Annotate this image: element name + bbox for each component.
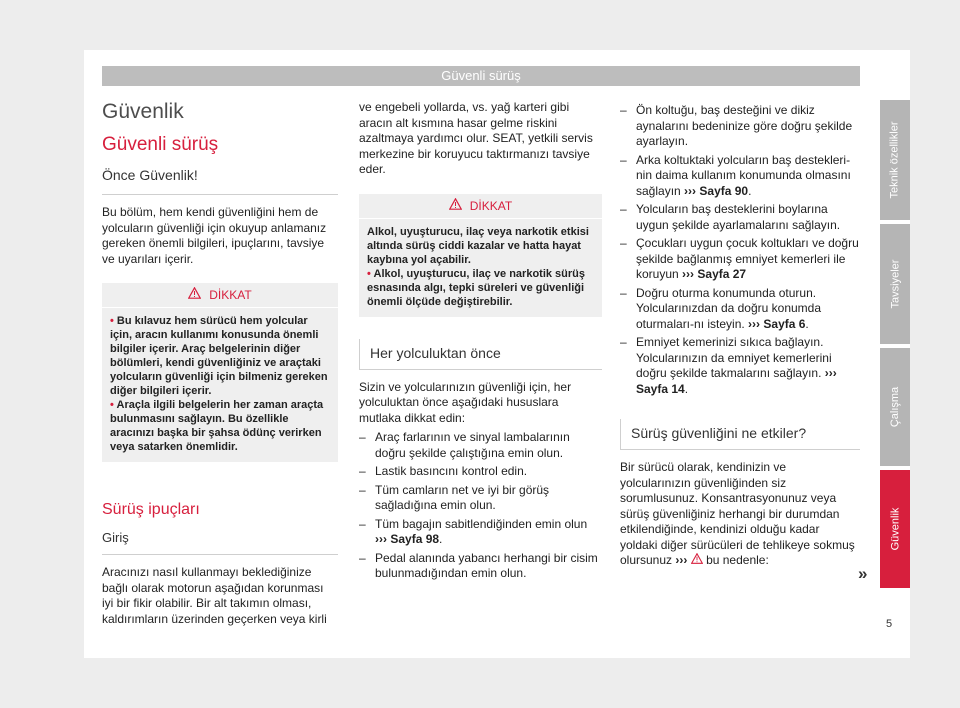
tab-tavsiyeler[interactable]: Tavsiyeler — [880, 224, 910, 344]
tab-calisma[interactable]: Çalışma — [880, 348, 910, 466]
tips-paragraph: Aracınızı nasıl kullanmayı beklediğinize bağlı olarak motorun aşağıdan korunması iyi bir fikir olabilir. Bir alt takımın olması, kaldırımların üzerinden geçerken veya kirli — [102, 565, 327, 626]
warning-triangle-icon — [449, 198, 462, 214]
chapter-tabs — [880, 100, 910, 592]
list-item: – Ön koltuğu, baş desteğini ve dikiz aynalarını bedeninize göre doğru şekilde ayarlayın. — [620, 103, 860, 150]
checklist-continued — [620, 103, 860, 397]
warning-box — [102, 283, 338, 462]
checklist — [359, 430, 602, 582]
page-reference-link[interactable]: ››› Sayfa 27 — [682, 267, 747, 281]
list-item: – Yolcuların baş desteklerini boylarına uygun şekilde ayarlamalarını sağlayın. — [620, 202, 860, 233]
warning-body — [102, 308, 338, 462]
warning-item: Alkol, uyuşturucu, ilaç veya narkotik etkisi altında sürüş ciddi kazalar ve hatta hayat kaybına yol açabilir. — [367, 225, 589, 266]
warning-item: • Araçla ilgili belgelerin her zaman araçta bulunmasını sağlayın. Bu özellikle aracınızı başka bir şahsa ödünç verirken veya satarken önemlidir. — [110, 399, 324, 453]
page-reference-link[interactable]: ››› Sayfa 98 — [375, 532, 440, 546]
paragraph-continued: ve engebeli yollarda, vs. yağ karteri gibi aracın alt kısmına hasar gelme riskini azaltmaya yardımcı olur. SEAT, yetkili servis merkezine bir koruyucu taktırmanızı tavsiye eder. — [359, 100, 593, 176]
page-reference-link[interactable]: ››› Sayfa 6 — [748, 316, 806, 331]
warning-reference-link[interactable]: ››› — [675, 553, 702, 567]
warning-title: DİKKAT — [469, 198, 513, 213]
warning-body — [359, 219, 602, 317]
section-heading-before-trip: Her yolculuktan önce — [359, 339, 602, 370]
list-item: – Tüm camların net ve iyi bir görüş sağladığına emin olun. — [359, 483, 602, 514]
list-item: – Arka koltuktaki yolcuların baş destekleri-nin daima kullanım konumunda olmasını sağlayın ››› Sayfa 90. — [620, 153, 860, 200]
warning-box-alcohol — [359, 194, 602, 317]
page-reference-link[interactable]: ››› Sayfa 14 — [636, 366, 837, 396]
warning-triangle-icon — [188, 287, 201, 303]
warning-header — [359, 194, 602, 219]
continue-arrow-icon: » — [858, 564, 868, 583]
driving-safety-paragraph: Bir sürücü olarak, kendinizin ve yolcularınızın güvenliğinden siz sorumlusunuz. Konsantrasyonunuz veya sürüş güvenliğiniz herhangi bir durumdan etkilendiğinde, kendinizi olduğu kadar yoldaki diğer sürücüleri de tehlikeye sokmuş olursunuz ››› bu nedenle: — [620, 460, 855, 567]
chapter-title: Güvenlik — [102, 100, 184, 123]
subsection-title-intro: Giriş — [102, 530, 338, 555]
intro-paragraph: Bu bölüm, hem kendi güvenliğini hem de yolcuların güvenliği için okuyup anlamanız gereken önemli bilgileri, ipuçlarını, tavsiye ve uyarıları içerir. — [102, 205, 327, 266]
column-3 — [620, 100, 860, 569]
list-item: – Araç farlarının ve sinyal lambalarının doğru şekilde çalıştığına emin olun. — [359, 430, 602, 461]
warning-item: • Alkol, uyuşturucu, ilaç ve narkotik sürüş esnasında algı, tepki süreleri ve güvenliği önemli ölçüde değiştirebilir. — [367, 267, 586, 308]
tab-guvenlik[interactable]: Güvenlik — [880, 470, 910, 588]
column-2 — [359, 100, 602, 585]
warning-title: DİKKAT — [209, 288, 252, 302]
page-header: Güvenli sürüş — [102, 66, 860, 86]
tab-teknik-ozellikler[interactable]: Teknik özellikler — [880, 100, 910, 220]
page-number: 5 — [886, 618, 893, 630]
list-item: – Emniyet kemerinizi sıkıca bağlayın. Yolcularınızın da emniyet kemerlerini doğru şekilde takmalarını sağlayın. ››› Sayfa 14. — [620, 335, 860, 397]
list-item: – Çocukları uygun çocuk koltukları ve doğru şekilde bağlanmış emniyet kemerleri ile koruyun ››› Sayfa 27 — [620, 236, 860, 283]
section-title: Güvenli sürüş — [102, 134, 219, 155]
warning-triangle-icon — [691, 553, 703, 567]
section-title-tips: Sürüş ipuçları — [102, 501, 200, 518]
warning-header — [102, 283, 338, 308]
section-heading-driving-safety: Sürüş güvenliğini ne etkiler? — [620, 419, 860, 450]
list-item: – Doğru oturma konumunda oturun. Yolcularınızdan da doğru konumda oturmaları-nı isteyin. ››› Sayfa 6. — [620, 286, 860, 333]
subsection-title: Önce Güvenlik! — [102, 166, 338, 195]
warning-item: • Bu kılavuz hem sürücü hem yolcular için, aracın kullanımı konusunda önemli bilgiler içerir. Araç belgelerinin diğer bölümleri, kendi güvenliğiniz ve araçtaki yolcuların güvenliği için bilmeniz gereken diğer bilgileri içerir. — [110, 315, 328, 397]
column-1 — [102, 96, 338, 627]
list-item: – Lastik basıncını kontrol edin. — [359, 464, 602, 480]
list-item: – Pedal alanında yabancı herhangi bir cisim bulunmadığından emin olun. — [359, 551, 602, 582]
before-trip-paragraph: Sizin ve yolcularınızın güvenliği için, her yolculuktan önce aşağıdaki hususlara mutlaka dikkat edin: — [359, 379, 572, 425]
page-reference-link[interactable]: ››› Sayfa 90 — [684, 183, 749, 198]
list-item: – Tüm bagajın sabitlendiğinden emin olun ››› Sayfa 98. — [359, 517, 602, 548]
